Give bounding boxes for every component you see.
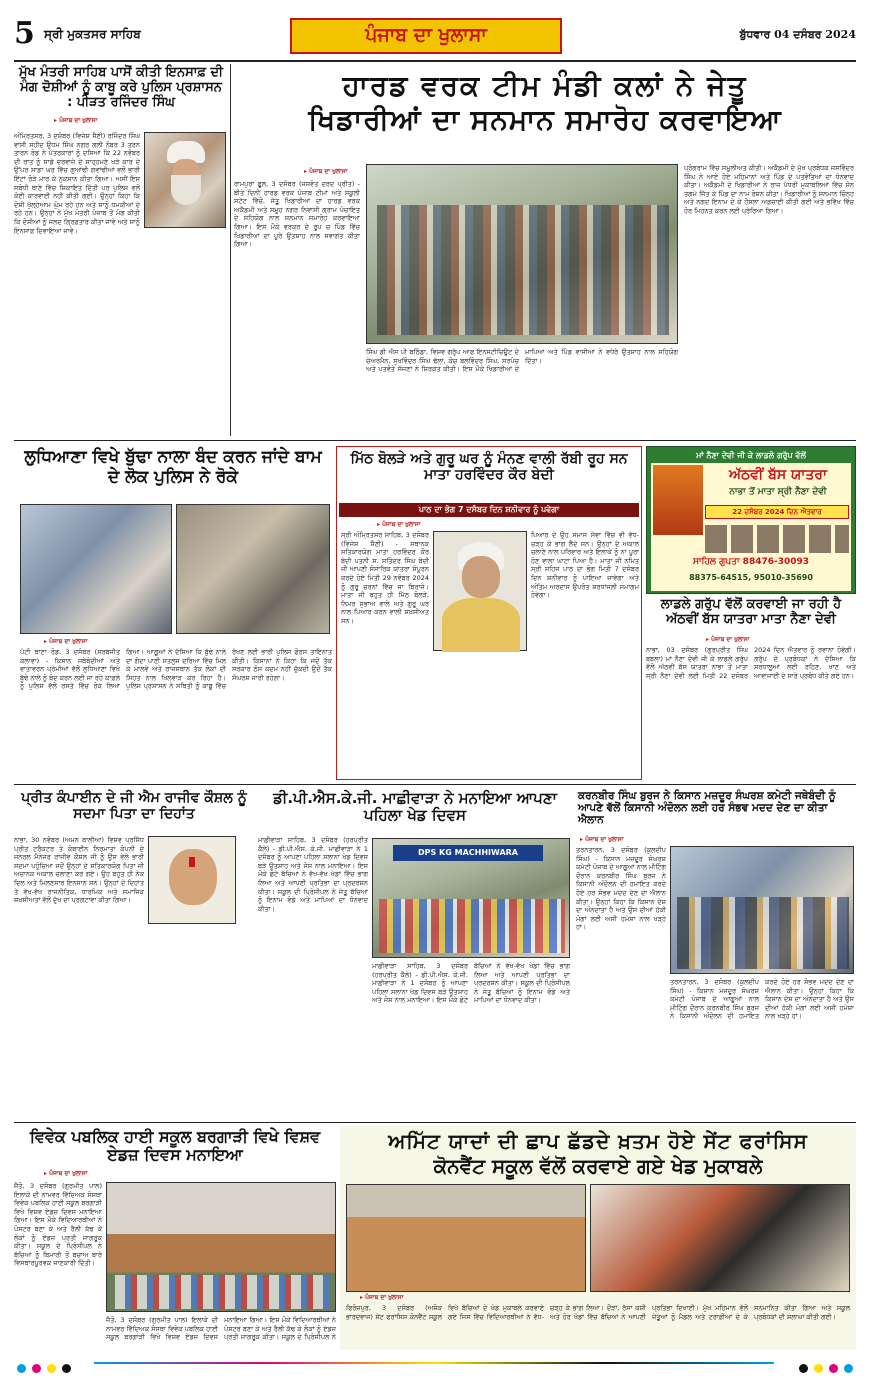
obituary-portrait [433, 531, 527, 651]
school-building-photo [106, 1182, 336, 1312]
bhog-banner [339, 503, 639, 517]
headline-line-1: ਅਮਿੱਟ ਯਾਦਾਂ ਦੀ ਛਾਪ ਛੱਡਦੇ ਖ਼ਤਮ ਹੋਏ ਸੇਂਟ ਫਰਾਂਸਿਸ [388, 1129, 808, 1153]
byline-tag: ▸ ਪੰਜਾਬ ਦਾ ਖੁਲਾਸਾ [54, 117, 228, 125]
headline-line-2: ਕੋਨਵੈਂਟ ਸਕੂਲ ਵੱਲੋਂ ਕਰਵਾਏ ਗਏ ਖੇਡ ਮੁਕਾਬਲੇ [433, 1154, 763, 1178]
byline-tag: ▸ ਪੰਜਾਬ ਦਾ ਖੁਲਾਸਾ [706, 636, 750, 644]
page-number: 5 [14, 16, 35, 51]
protest-photo-2 [176, 504, 330, 634]
headline: ਡੀ.ਪੀ.ਐਸ.ਕੇ.ਜੀ. ਮਾਛੀਵਾੜਾ ਨੇ ਮਨਾਇਆ ਆਪਣਾ ਪਹਿਲਾ ਖੇਡ ਦਿਵਸ [273, 789, 557, 825]
ad-date: 22 ਦਸੰਬਰ 2024 ਦਿਨ ਐਤਵਾਰ [732, 508, 822, 516]
article-body: ਨਾਭਾ, 03 ਦਸੰਬਰ (ਗੁਰਪ੍ਰੀਤ ਸਿੰਘ ਬਬਲਾ) ਮਾਂ ਨੈਣਾ ਦੇਵੀ ਜੀ ਕੇ ਲਾਡਲੇ ਗਰੁੱਪ ਵੱਲੋਂ ਅੱਠਵੀਂ ਬੱਸ ਯਾਤਰਾ ਨਾਭਾ ਤੋਂ ਮਾਤਾ ਸ੍ਰੀ ਨੈਣਾ ਦੇਵੀ ਲਈ ਮਿਤੀ 22 ਦਸੰਬਰ 2024 ਦਿਨ ਐਤਵਾਰ ਨੂੰ ਰਵਾਨਾ ਹੋਵੇਗੀ। ਗਰੁੱਪ ਦੇ ਪ੍ਰਬੰਧਕਾਂ ਨੇ ਦੱਸਿਆ ਕਿ ਸ਼ਰਧਾਲੂਆਂ ਲਈ ਰਹਿਣ, ਖਾਣ ਅਤੇ ਆਵਾਜਾਈ ਦੇ ਸਾਰੇ ਪ੍ਰਬੰਧ ਕੀਤੇ ਗਏ ਹਨ। [646, 646, 856, 680]
article-body-left: ਸ੍ਰੀ ਅੰਮ੍ਰਿਤਸਰ ਸਾਹਿਬ, 3 ਦਸੰਬਰ (ਵਿਜੇਸ਼ ਸੈਣੀ) - ਸਥਾਨਕ ਸਤਿਕਾਰਯੋਗ ਮਾਤਾ ਹਰਵਿੰਦਰ ਕੌਰ ਬੇਦੀ ਪਤਨੀ ਸ. ਸਤਿੰਦਰ ਸਿੰਘ ਬੇਦੀ ਜੀ ਆਪਣੀ ਸੰਸਾਰਿਕ ਯਾਤਰਾ ਸੰਪੂਰਨ ਕਰਦੇ ਹੋਏ ਮਿਤੀ 29 ਨਵੰਬਰ 2024 ਨੂੰ ਗੁਰੂ ਚਰਨਾਂ ਵਿੱਚ ਜਾ ਬਿਰਾਜੇ। ਮਾਤਾ ਜੀ ਬਹੁਤ ਹੀ ਮਿੱਠ ਬੋਲੜੇ, ਨਿਮਰ ਸੁਭਾਅ ਵਾਲੇ ਅਤੇ ਗੁਰੂ ਘਰ ਨਾਲ ਪਿਆਰ ਕਰਨ ਵਾਲੀ ਸ਼ਖ਼ਸੀਅਤ ਸਨ। [341, 531, 429, 625]
column-divider [230, 64, 231, 436]
page-header [14, 18, 856, 58]
masthead [290, 18, 562, 54]
color-registration-bar [14, 1356, 856, 1370]
article-body-continued: ਤਰਨਤਾਰਨ, 3 ਦਸੰਬਰ (ਕੁਲਦੀਪ ਸਿੰਘ) - ਕਿਸਾਨ ਮਜ਼ਦੂਰ ਸੰਘਰਸ਼ ਕਮੇਟੀ ਪੰਜਾਬ ਦੇ ਆਗੂਆਂ ਨਾਲ ਮੀਟਿੰਗ ਦੌਰਾਨ ਕਰਨਬੀਰ ਸਿੰਘ ਬੁਰਜ ਨੇ ਕਿਸਾਨੀ ਅੰਦੋਲਨ ਦੀ ਹਮਾਇਤ ਕਰਦੇ ਹੋਏ ਹਰ ਸੰਭਵ ਮਦਦ ਦੇਣ ਦਾ ਐਲਾਨ ਕੀਤਾ। ਉਨ੍ਹਾਂ ਕਿਹਾ ਕਿ ਕਿਸਾਨ ਦੇਸ਼ ਦਾ ਅੰਨਦਾਤਾ ਹੈ ਅਤੇ ਉਸ ਦੀਆਂ ਹੱਕੀ ਮੰਗਾਂ ਲਈ ਅਸੀਂ ਹਮੇਸ਼ਾ ਨਾਲ ਖੜ੍ਹੇ ਹਾਂ। [670, 978, 854, 1021]
article-hardwork-team [234, 64, 856, 438]
group-photo [366, 164, 678, 344]
byline-tag: ▸ ਪੰਜਾਬ ਦਾ ਖੁਲਾਸਾ [44, 638, 88, 646]
article-body: ਜੈਤੋ, 3 ਦਸੰਬਰ (ਗੁਰਮੀਤ ਪਾਲ) ਇਲਾਕੇ ਦੀ ਨਾਮਵਰ ਵਿੱਦਿਅਕ ਸੰਸਥਾ ਵਿਵੇਕ ਪਬਲਿਕ ਹਾਈ ਸਕੂਲ ਬਰਗਾੜੀ ਵਿਖੇ ਵਿਸ਼ਵ ਏਡਜ਼ ਦਿਵਸ ਮਨਾਇਆ ਗਿਆ। ਇਸ ਮੌਕੇ ਵਿਦਿਆਰਥੀਆਂ ਨੇ ਪੋਸਟਰ ਬਣਾ ਕੇ ਅਤੇ ਰੈਲੀ ਕੱਢ ਕੇ ਲੋਕਾਂ ਨੂੰ ਏਡਜ਼ ਪ੍ਰਤੀ ਜਾਗਰੂਕ ਕੀਤਾ। ਸਕੂਲ ਦੇ ਪ੍ਰਿੰਸੀਪਲ ਨੇ ਬੱਚਿਆਂ ਨੂੰ ਬਿਮਾਰੀ ਤੋਂ ਬਚਾਅ ਬਾਰੇ ਵਿਸਥਾਰਪੂਰਵਕ ਜਾਣਕਾਰੀ ਦਿੱਤੀ। [14, 1182, 102, 1268]
byline-tag: ▸ ਪੰਜਾਬ ਦਾ ਖੁਲਾਸਾ [304, 168, 348, 176]
headline: ਲਾਡਲੇ ਗਰੁੱਪ ਵੱਲੋਂ ਕਰਵਾਈ ਜਾ ਰਹੀ ਹੈ ਅੱਠਵੀਂ ਬੱਸ ਯਾਤਰਾ ਮਾਤਾ ਨੈਣਾ ਦੇਵੀ [660, 597, 842, 627]
goddess-image [653, 465, 703, 535]
ad-title: ਮਾਂ ਨੈਣਾ ਦੇਵੀ ਜੀ ਕੇ ਲਾਡਲੇ ਗਰੁੱਪ ਵੱਲੋਂ [696, 451, 806, 460]
byline-tag: ▸ ਪੰਜਾਬ ਦਾ ਖੁਲਾਸਾ [44, 1170, 88, 1178]
school-banner [393, 845, 543, 861]
article-body: ਫਿਰੋਜ਼ਪੁਰ, 3 ਦਸੰਬਰ (ਅਸ਼ੋਕ ਭਾਰਦਵਾਜ) ਸੇਂਟ ਫਰਾਂਸਿਸ ਕੋਨਵੈਂਟ ਸਕੂਲ ਵਿਖੇ ਬੱਚਿਆਂ ਦੇ ਖੇਡ ਮੁਕਾਬਲੇ ਕਰਵਾਏ ਗਏ ਜਿਸ ਵਿੱਚ ਵਿਦਿਆਰਥੀਆਂ ਨੇ ਵੱਧ-ਚੜ੍ਹ ਕੇ ਭਾਗ ਲਿਆ। ਦੌੜਾਂ, ਰੱਸਾ ਕਸ਼ੀ ਅਤੇ ਹੋਰ ਖੇਡਾਂ ਵਿੱਚ ਬੱਚਿਆਂ ਨੇ ਆਪਣੀ ਪ੍ਰਤਿਭਾ ਦਿਖਾਈ। ਮੁੱਖ ਮਹਿਮਾਨ ਵੱਲੋਂ ਜੇਤੂਆਂ ਨੂੰ ਮੈਡਲ ਅਤੇ ਟਰਾਫ਼ੀਆਂ ਦੇ ਕੇ ਸਨਮਾਨਿਤ ਕੀਤਾ ਗਿਆ ਅਤੇ ਸਕੂਲ ਪ੍ਰਬੰਧਕਾਂ ਦੀ ਸ਼ਲਾਘਾ ਕੀਤੀ ਗਈ। [346, 1304, 850, 1321]
headline-line-2: ਖਿਡਾਰੀਆਂ ਦਾ ਸਨਮਾਨ ਸਮਾਰੋਹ ਕਰਵਾਇਆ [308, 103, 782, 137]
obituary-portrait [148, 836, 236, 924]
byline-tag: ▸ ਪੰਜਾਬ ਦਾ ਖੁਲਾਸਾ [377, 521, 421, 529]
article-body: ਮਾਛੀਵਾੜਾ ਸਾਹਿਬ, 3 ਦਸੰਬਰ (ਹਰਪ੍ਰੀਤ ਕੈਲੇ) - ਡੀ.ਪੀ.ਐਸ. ਕੇ.ਜੀ. ਮਾਛੀਵਾੜਾ ਨੇ 1 ਦਸੰਬਰ ਨੂੰ ਆਪਣਾ ਪਹਿਲਾ ਸਲਾਨਾ ਖੇਡ ਦਿਵਸ ਬੜੇ ਉਤਸ਼ਾਹ ਅਤੇ ਜੋਸ਼ ਨਾਲ ਮਨਾਇਆ। ਇਸ ਮੌਕੇ ਛੋਟੇ ਬੱਚਿਆਂ ਨੇ ਵੱਖ-ਵੱਖ ਖੇਡਾਂ ਵਿੱਚ ਭਾਗ ਲਿਆ ਅਤੇ ਆਪਣੀ ਪ੍ਰਤਿਭਾ ਦਾ ਪ੍ਰਦਰਸ਼ਨ ਕੀਤਾ। ਸਕੂਲ ਦੀ ਪ੍ਰਿੰਸੀਪਲ ਨੇ ਜੇਤੂ ਬੱਚਿਆਂ ਨੂੰ ਇਨਾਮ ਵੰਡੇ ਅਤੇ ਮਾਪਿਆਂ ਦਾ ਧੰਨਵਾਦ ਕੀਤਾ। [258, 836, 368, 913]
ad-inner [651, 463, 851, 591]
article-aids-day [14, 1126, 336, 1350]
tilak [189, 857, 195, 867]
article-dps-sports-day [258, 788, 572, 1118]
registration-line [94, 1362, 774, 1364]
article-body: ਅੰਮ੍ਰਿਤਸਰ, 3 ਦਸੰਬਰ (ਵਿਜੇਸ਼ ਸੈਣੀ) ਰਜਿੰਦਰ ਸਿੰਘ ਵਾਸੀ ਸਹੀਦ ਉਧਮ ਸਿੰਘ ਨਗਰ ਗਲੀ ਨੰਬਰ 3 ਤਰਨ ਤਾਰਨ ਰੋਡ ਨੇ ਪੱਤਰਕਾਰਾਂ ਨੂੰ ਦਸਿਆ ਕਿ 22 ਨਵੰਬਰ ਦੀ ਰਾਤ ਨੂੰ ਸਾਡੇ ਦਰਵਾਜ਼ੇ ਦੇ ਸਾਹ੍ਹਮਣੇ ਖੜੇ ਕਾਰ ਦੇ ਉੱਪਰ ਸਾਡਾ ਘਰ ਵਿੱਚ ਗੁਆਂਢੀ ਗਵਾਂਢੀਆਂ ਵਲੋਂ ਭਾਰੀ ਇੱਟਾਂ ਰੋੜੇ ਮਾਰ ਕੇ ਨੁਕਸਾਨ ਕੀਤਾ ਗਿਆ। ਅਸੀਂ ਇਸ ਸਬੰਧੀ ਥਾਣੇ ਵਿੱਚ ਸ਼ਿਕਾਇਤ ਦਿੱਤੀ ਪਰ ਪੁਲਿਸ ਵਲੋਂ ਕੋਈ ਕਾਰਵਾਈ ਨਹੀਂ ਕੀਤੀ ਗਈ। ਉਨ੍ਹਾਂ ਕਿਹਾ ਕਿ ਦੋਸ਼ੀ ਖੁੱਲ੍ਹੇਆਮ ਘੁੰਮ ਰਹੇ ਹਨ ਅਤੇ ਸਾਨੂੰ ਧਮਕੀਆਂ ਦੇ ਰਹੇ ਹਨ। ਉਨ੍ਹਾਂ ਨੇ ਮੁੱਖ ਮੰਤਰੀ ਪੰਜਾਬ ਤੋਂ ਮੰਗ ਕੀਤੀ ਕਿ ਦੋਸ਼ੀਆਂ ਨੂੰ ਜਲਦ ਗ੍ਰਿਫ਼ਤਾਰ ਕੀਤਾ ਜਾਵੇ ਅਤੇ ਸਾਨੂੰ ਇਨਸਾਫ਼ ਦਿਵਾਇਆ ਜਾਵੇ। [14, 132, 140, 235]
children-row [379, 899, 565, 953]
masthead-title: ਪੰਜਾਬ ਦਾ ਖੁਲਾਸਾ [365, 24, 487, 46]
ad-phone-secondary: 88375-64515, 95010-35690 [689, 573, 813, 582]
registration-dots-right [796, 1358, 856, 1377]
section-divider [14, 440, 856, 441]
beard [171, 175, 201, 205]
article-body: ਨਾਭਾ, 30 ਨਵੰਬਰ (ਅਮਨ ਬਾਲੀਆ) ਵਿਸ਼ਵ ਪ੍ਰਸਿੱਧ ਪ੍ਰੀਤ ਟਰੈਕਟਰ ਤੇ ਕੰਬਾਈਨ ਨਿਰਮਾਤਾ ਕੰਪਨੀ ਦੇ ਜਨਰਲ ਮੈਨੇਜਰ ਰਾਜੀਵ ਕੌਸ਼ਲ ਜੀ ਨੂੰ ਉਸ ਵੇਲੇ ਭਾਰੀ ਸਦਮਾ ਪਹੁੰਚਿਆ ਜਦੋਂ ਉਨ੍ਹਾਂ ਦੇ ਸਤਿਕਾਰਯੋਗ ਪਿਤਾ ਜੀ ਅਚਾਨਕ ਅਕਾਲ ਚਲਾਣਾ ਕਰ ਗਏ। ਉਹ ਬਹੁਤ ਹੀ ਨੇਕ ਦਿਲ ਅਤੇ ਮਿਲਣਸਾਰ ਇਨਸਾਨ ਸਨ। ਉਨ੍ਹਾਂ ਦੇ ਦਿਹਾਂਤ ਤੇ ਵੱਖ-ਵੱਖ ਰਾਜਨੀਤਿਕ, ਧਾਰਮਿਕ ਅਤੇ ਸਮਾਜਿਕ ਸ਼ਖ਼ਸੀਅਤਾਂ ਵੱਲੋਂ ਦੁੱਖ ਦਾ ਪ੍ਰਗਟਾਵਾ ਕੀਤਾ ਗਿਆ। [14, 836, 144, 905]
article-st-francis-sports [340, 1126, 856, 1350]
headline-line-1: ਹਾਰਡ ਵਰਕ ਟੀਮ ਮੰਡੀ ਕਲਾਂ ਨੇ ਜੇਤੂ [342, 69, 748, 102]
bhog-banner-text: ਪਾਠ ਦਾ ਭੋਗ 7 ਦਸੰਬਰ ਦਿਨ ਸ਼ਨੀਵਾਰ ਨੂੰ ਪਵੇਗਾ [418, 505, 560, 514]
article-body-continued: ਮਾਛੀਵਾੜਾ ਸਾਹਿਬ, 3 ਦਸੰਬਰ (ਹਰਪ੍ਰੀਤ ਕੈਲੇ) - ਡੀ.ਪੀ.ਐਸ. ਕੇ.ਜੀ. ਮਾਛੀਵਾੜਾ ਨੇ 1 ਦਸੰਬਰ ਨੂੰ ਆਪਣਾ ਪਹਿਲਾ ਸਲਾਨਾ ਖੇਡ ਦਿਵਸ ਬੜੇ ਉਤਸ਼ਾਹ ਅਤੇ ਜੋਸ਼ ਨਾਲ ਮਨਾਇਆ। ਇਸ ਮੌਕੇ ਛੋਟੇ ਬੱਚਿਆਂ ਨੇ ਵੱਖ-ਵੱਖ ਖੇਡਾਂ ਵਿੱਚ ਭਾਗ ਲਿਆ ਅਤੇ ਆਪਣੀ ਪ੍ਰਤਿਭਾ ਦਾ ਪ੍ਰਦਰਸ਼ਨ ਕੀਤਾ। ਸਕੂਲ ਦੀ ਪ੍ਰਿੰਸੀਪਲ ਨੇ ਜੇਤੂ ਬੱਚਿਆਂ ਨੂੰ ਇਨਾਮ ਵੰਡੇ ਅਤੇ ਮਾਪਿਆਂ ਦਾ ਧੰਨਵਾਦ ਕੀਤਾ। [372, 962, 570, 1005]
byline-tag: ▸ ਪੰਜਾਬ ਦਾ ਖੁਲਾਸਾ [580, 836, 624, 844]
issue-date: ਬੁੱਧਵਾਰ 04 ਦਸੰਬਰ 2024 [739, 28, 856, 41]
people-row [677, 897, 849, 969]
byline-tag: ▸ ਪੰਜਾਬ ਦਾ ਖੁਲਾਸਾ [360, 1294, 404, 1302]
organizer-photos [705, 525, 849, 553]
edition-name: ਸ੍ਰੀ ਮੁਕਤਸਰ ਸਾਹਿਬ [44, 27, 141, 41]
yatra-ad [646, 446, 856, 594]
headline: ਵਿਵੇਕ ਪਬਲਿਕ ਹਾਈ ਸਕੂਲ ਬਰਗਾੜੀ ਵਿਖੇ ਵਿਸ਼ਵ ਏਡਜ਼ ਦਿਵਸ ਮਨਾਇਆ [29, 1127, 321, 1165]
race-photo [346, 1184, 586, 1292]
ad-big-title: ਅੱਠਵੀਂ ਬੱਸ ਯਾਤਰਾ [729, 467, 827, 483]
students-row [115, 1275, 329, 1309]
prize-photo [590, 1184, 850, 1292]
article-preet-combine [14, 788, 254, 1118]
article-bus-yatra [646, 446, 856, 780]
section-divider [14, 784, 856, 785]
article-body-middle: ਸਿੰਘ ਡੀ ਐਸ ਪੀ ਬਠਿੰਡਾ, ਵਿਸ਼ਵ ਗਰੁੱਪ ਆਫ ਇਨਸਟੀਚਿਊਟ ਦੇ ਚੇਅਰਮੈਨ, ਸੁਖਵਿੰਦਰ ਸਿੰਘ ਢੱਲਾਂ, ਕੋਚ ਬਲਵਿੰਦਰ ਸਿੰਘ, ਸਰਪੰਚ ਅਤੇ ਪਤਵੰਤੇ ਸੱਜਣਾਂ ਨੇ ਸ਼ਿਰਕਤ ਕੀਤੀ। ਇਸ ਮੌਕੇ ਖਿਡਾਰੀਆਂ ਦੇ ਮਾਪਿਆਂ ਅਤੇ ਪਿੰਡ ਵਾਸੀਆਂ ਨੇ ਵਧੇਰੇ ਉਤਸ਼ਾਹ ਨਾਲ ਸਹਿਯੋਗ ਦਿੱਤਾ। [366, 348, 678, 374]
headline: ਲੁਧਿਆਣਾ ਵਿਖੇ ਬੁੱਢਾ ਨਾਲਾ ਬੰਦ ਕਰਨ ਜਾਂਦੇ ਬਾਮ ਦੇ ਲੋਕ ਪੁਲਿਸ ਨੇ ਰੋਕੇ [24, 447, 322, 487]
article-body-left: ਰਾਮਪੁਰਾ ਫੂਲ, 3 ਦਸੰਬਰ (ਜਸਵੰਤ ਦਰਦ ਪ੍ਰੀਤ) - ਬੀਤੇ ਦਿਨੀਂ ਹਾਰਡ ਵਰਕ ਪੰਜਾਬ ਟੀਮਾਂ ਅਤੇ ਸਕੂਲੀ ਸਟੇਟ ਵਿੱਚੋਂ, ਜੇਤੂ ਖਿਡਾਰੀਆਂ ਦਾ ਹਾਰਡ ਵਰਕ ਅਕੈਡਮੀ ਅਤੇ ਸਮੂਹ ਨਗਰ ਨਿਵਾਸੀ ਗ੍ਰਾਮ ਪੰਚਾਇਤ ਦੇ ਸਹਿਯੋਗ ਨਾਲ ਸਨਮਾਨ ਸਮਾਰੋਹ ਕਰਵਾਇਆ ਗਿਆ। ਇਸ ਮੌਕੇ ਵਰਕਰ ਦੇ ਰੂਪ ਚ ਪਿੰਡ ਵਿੱਚ ਖਿਡਾਰੀਆਂ ਦਾ ਪੂਰੇ ਉਤਸ਼ਾਹ ਨਾਲ ਸਵਾਗਤ ਕੀਤਾ ਗਿਆ। [234, 180, 360, 249]
headline: ਮਿੱਠ ਬੋਲੜੇ ਅਤੇ ਗੁਰੂ ਘਰ ਨੂੰ ਮੰਨਣ ਵਾਲੀ ਰੱਬੀ ਰੂਹ ਸਨ ਮਾਤਾ ਹਰਵਿੰਦਰ ਕੌਰ ਬੇਦੀ [350, 451, 628, 484]
article-body-continued: ਜੈਤੋ, 3 ਦਸੰਬਰ (ਗੁਰਮੀਤ ਪਾਲ) ਇਲਾਕੇ ਦੀ ਨਾਮਵਰ ਵਿੱਦਿਅਕ ਸੰਸਥਾ ਵਿਵੇਕ ਪਬਲਿਕ ਹਾਈ ਸਕੂਲ ਬਰਗਾੜੀ ਵਿਖੇ ਵਿਸ਼ਵ ਏਡਜ਼ ਦਿਵਸ ਮਨਾਇਆ ਗਿਆ। ਇਸ ਮੌਕੇ ਵਿਦਿਆਰਥੀਆਂ ਨੇ ਪੋਸਟਰ ਬਣਾ ਕੇ ਅਤੇ ਰੈਲੀ ਕੱਢ ਕੇ ਲੋਕਾਂ ਨੂੰ ਏਡਜ਼ ਪ੍ਰਤੀ ਜਾਗਰੂਕ ਕੀਤਾ। ਸਕੂਲ ਦੇ ਪ੍ਰਿੰਸੀਪਲ ਨੇ [106, 1316, 336, 1342]
shawl [442, 598, 520, 652]
ad-phone-primary: ਸਾਹਿਲ ਗੁਪਤਾ 88476-30093 [692, 557, 810, 567]
portrait-photo [144, 132, 226, 228]
article-obituary [336, 446, 642, 780]
article-body-right: ਪਿਆਰ ਦੇ ਉਹ ਸਮਾਜ ਸੇਵਾ ਵਿੱਚ ਵੀ ਵੱਧ-ਚੜ੍ਹ ਕੇ ਭਾਗ ਲੈਂਦੇ ਸਨ। ਉਨ੍ਹਾਂ ਦੇ ਅਕਾਲ ਚਲਾਣੇ ਨਾਲ ਪਰਿਵਾਰ ਅਤੇ ਇਲਾਕੇ ਨੂੰ ਨਾ ਪੂਰਾ ਹੋਣ ਵਾਲਾ ਘਾਟਾ ਪਿਆ ਹੈ। ਮਾਤਾ ਜੀ ਨਮਿਤ ਸ੍ਰੀ ਸਹਿਜ ਪਾਠ ਦਾ ਭੋਗ ਮਿਤੀ 7 ਦਸੰਬਰ ਦਿਨ ਸ਼ਨੀਵਾਰ ਨੂੰ ਪਾਇਆ ਜਾਵੇਗਾ ਅਤੇ ਅੰਤਿਮ ਅਰਦਾਸ ਉਪਰੰਤ ਸ਼ਰਧਾਂਜਲੀ ਸਮਾਗਮ ਹੋਵੇਗਾ। [531, 531, 639, 600]
meeting-photo [670, 846, 854, 974]
article-kisan-support [576, 788, 856, 1118]
banner-text: DPS KG MACHHIWARA [418, 848, 518, 857]
article-body: ਪੱਟੀ ਥਾਣਾ ਰੋਡ, 3 ਦਸੰਬਰ (ਸਰਬਜੀਤ ਕਲਾਵਾ) - ਕਿਸਾਨ ਜਥੇਬੰਦੀਆਂ ਅਤੇ ਵਾਤਾਵਰਨ ਪ੍ਰੇਮੀਆਂ ਵੱਲੋਂ ਲੁਧਿਆਣਾ ਵਿਖੇ ਬੁੱਢੇ ਨਾਲੇ ਨੂੰ ਬੰਦ ਕਰਨ ਲਈ ਜਾ ਰਹੇ ਕਾਫ਼ਲੇ ਨੂੰ ਪੁਲਿਸ ਵੱਲੋਂ ਰਸਤੇ ਵਿੱਚ ਰੋਕ ਲਿਆ ਗਿਆ। ਆਗੂਆਂ ਨੇ ਦੱਸਿਆ ਕਿ ਬੁੱਢੇ ਨਾਲੇ ਦਾ ਗੰਦਾ ਪਾਣੀ ਸਤਲੁਜ ਦਰਿਆ ਵਿੱਚ ਮਿਲ ਕੇ ਮਾਲਵੇ ਅਤੇ ਰਾਜਸਥਾਨ ਤੱਕ ਲੋਕਾਂ ਦੀ ਸਿਹਤ ਨਾਲ ਖਿਲਵਾੜ ਕਰ ਰਿਹਾ ਹੈ। ਪੁਲਿਸ ਪ੍ਰਸ਼ਾਸਨ ਨੇ ਸਥਿਤੀ ਨੂੰ ਕਾਬੂ ਵਿੱਚ ਰੱਖਣ ਲਈ ਭਾਰੀ ਪੁਲਿਸ ਫੋਰਸ ਤਾਇਨਾਤ ਕੀਤੀ। ਕਿਸਾਨਾਂ ਨੇ ਕਿਹਾ ਕਿ ਜਦੋਂ ਤੱਕ ਸਰਕਾਰ ਠੋਸ ਕਦਮ ਨਹੀਂ ਚੁੱਕਦੀ ਉਦੋਂ ਤੱਕ ਸੰਘਰਸ਼ ਜਾਰੀ ਰਹੇਗਾ। [20, 648, 332, 691]
registration-dots-left [14, 1358, 74, 1377]
article-ludhiana-protest [14, 444, 332, 782]
article-body: ਤਰਨਤਾਰਨ, 3 ਦਸੰਬਰ (ਕੁਲਦੀਪ ਸਿੰਘ) - ਕਿਸਾਨ ਮਜ਼ਦੂਰ ਸੰਘਰਸ਼ ਕਮੇਟੀ ਪੰਜਾਬ ਦੇ ਆਗੂਆਂ ਨਾਲ ਮੀਟਿੰਗ ਦੌਰਾਨ ਕਰਨਬੀਰ ਸਿੰਘ ਬੁਰਜ ਨੇ ਕਿਸਾਨੀ ਅੰਦੋਲਨ ਦੀ ਹਮਾਇਤ ਕਰਦੇ ਹੋਏ ਹਰ ਸੰਭਵ ਮਦਦ ਦੇਣ ਦਾ ਐਲਾਨ ਕੀਤਾ। ਉਨ੍ਹਾਂ ਕਿਹਾ ਕਿ ਕਿਸਾਨ ਦੇਸ਼ ਦਾ ਅੰਨਦਾਤਾ ਹੈ ਅਤੇ ਉਸ ਦੀਆਂ ਹੱਕੀ ਮੰਗਾਂ ਲਈ ਅਸੀਂ ਹਮੇਸ਼ਾ ਨਾਲ ਖੜ੍ਹੇ ਹਾਂ। [576, 846, 666, 932]
headline: ਕਰਨਬੀਰ ਸਿੰਘ ਬੁਰਜ ਨੇ ਕਿਸਾਨ ਮਜ਼ਦੂਰ ਸੰਘਰਸ਼ ਕਮੇਟੀ ਜਥੇਬੰਦੀ ਨੂੰ ਆਪਣੇ ਵੱਲੋਂ ਕਿਸਾਨੀ ਅੰਦੋਲਨ ਲਈ ਹਰ ਸੰਭਵ ਮਦਦ ਦੇਣ ਦਾ ਕੀਤਾ ਐਲਾਨ [578, 790, 836, 827]
ad-route: ਨਾਭਾ ਤੋਂ ਮਾਤਾ ਸ੍ਰੀ ਨੈਣਾ ਦੇਵੀ [729, 487, 827, 497]
protest-photo-1 [20, 504, 172, 634]
ad-date-strip [705, 505, 849, 519]
article-cm-justice [14, 64, 228, 434]
article-body-right: ਪ੍ਰੋਗਰਾਮ ਵਿੱਚ ਸਮੂਲੀਅਤ ਕੀਤੀ। ਅਕੈਡਮੀ ਦੇ ਮੁੱਖ ਪ੍ਰਬੰਧਕ ਜਸਵਿੰਦਰ ਸਿੰਘ ਨੇ ਆਏ ਹੋਏ ਮਹਿਮਾਨਾਂ ਅਤੇ ਪਿੰਡ ਦੇ ਪਤਵੰਤਿਆਂ ਦਾ ਧੰਨਵਾਦ ਕੀਤਾ। ਅਕੈਡਮੀ ਦੇ ਖਿਡਾਰੀਆਂ ਨੇ ਰਾਜ ਪੱਧਰੀ ਮੁਕਾਬਲਿਆਂ ਵਿੱਚ ਸੋਨ ਤਗਮੇ ਜਿੱਤ ਕੇ ਪਿੰਡ ਦਾ ਨਾਮ ਰੋਸ਼ਨ ਕੀਤਾ। ਖਿਡਾਰੀਆਂ ਨੂੰ ਸਨਮਾਨ ਚਿੰਨ੍ਹ ਅਤੇ ਨਗਦ ਇਨਾਮ ਦੇ ਕੇ ਹੌਸਲਾ ਅਫ਼ਜ਼ਾਈ ਕੀਤੀ ਗਈ ਅਤੇ ਭਵਿੱਖ ਵਿੱਚ ਹੋਰ ਮਿਹਨਤ ਕਰਨ ਲਈ ਪ੍ਰੇਰਿਆ ਗਿਆ। [684, 164, 854, 215]
school-group-photo [372, 838, 570, 958]
headline: ਮੁੱਖ ਮੰਤਰੀ ਸਾਹਿਬ ਪਾਸੋਂ ਕੀਤੀ ਇਨਸਾਫ਼ ਦੀ ਮੰਗ ਦੋਸ਼ੀਆਂ ਨੂੰ ਕਾਬੂ ਕਰੇ ਪੁਲਿਸ ਪ੍ਰਸ਼ਾਸਨ : ਪੀੜਤ ਰਜਿੰਦਰ ਸਿੰਘ [18, 65, 224, 110]
face [462, 556, 500, 598]
people-row [377, 205, 669, 335]
headline: ਪ੍ਰੀਤ ਕੰਪਾਈਨ ਦੇ ਜੀ ਐਮ ਰਾਜੀਵ ਕੌਸ਼ਲ ਨੂੰ ਸਦਮਾ ਪਿਤਾ ਦਾ ਦਿਹਾਂਤ [21, 790, 247, 823]
section-divider [14, 1122, 856, 1123]
header-divider [14, 60, 856, 62]
